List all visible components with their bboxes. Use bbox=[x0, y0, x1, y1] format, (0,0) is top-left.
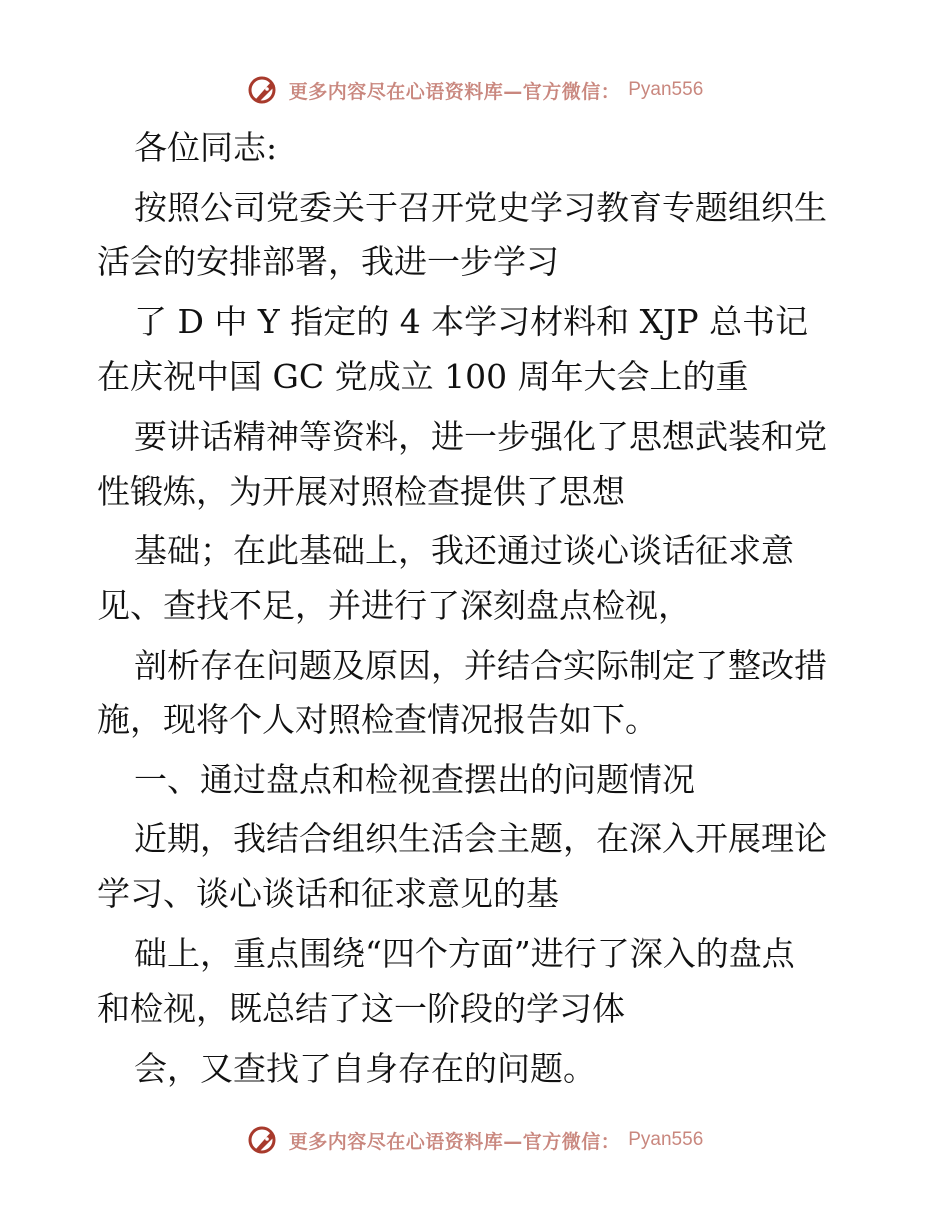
watermark-wechat-id: Pyan556 bbox=[628, 79, 704, 100]
paragraph-line: 近期，我结合组织生活会主题，在深入开展理论 bbox=[134, 819, 827, 858]
watermark-text: 更多内容尽在心语资料库—官方微信： bbox=[288, 1130, 621, 1153]
salutation: 各位同志: bbox=[134, 128, 278, 167]
paragraph-line: 剖析存在问题及原因，并结合实际制定了整改措 bbox=[134, 646, 827, 685]
paragraph-line: 见、查找不足，并进行了深刻盘点检视， bbox=[97, 586, 691, 625]
header-watermark bbox=[0, 70, 950, 110]
pen-nib-circle-icon bbox=[247, 73, 281, 107]
paragraph-line: 施，现将个人对照检查情况报告如下。 bbox=[97, 700, 658, 739]
paragraph-line: 了 D 中 Y 指定的 4 本学习材料和 XJP 总书记 bbox=[134, 302, 809, 341]
paragraph-line: 会，又查找了自身存在的问题。 bbox=[134, 1049, 596, 1088]
paragraph-line: 基础；在此基础上，我还通过谈心谈话征求意 bbox=[134, 531, 794, 570]
paragraph-line: 础上，重点围绕“四个方面”进行了深入的盘点 bbox=[134, 934, 795, 973]
paragraph-line: 活会的安排部署，我进一步学习 bbox=[97, 242, 559, 281]
paragraph-line: 按照公司党委关于召开党史学习教育专题组织生 bbox=[134, 188, 827, 227]
section-heading: 一、通过盘点和检视查摆出的问题情况 bbox=[134, 760, 695, 799]
paragraph-line: 性锻炼，为开展对照检查提供了思想 bbox=[97, 472, 625, 511]
footer-watermark bbox=[0, 1120, 950, 1160]
paragraph-line: 要讲话精神等资料，进一步强化了思想武装和党 bbox=[134, 417, 827, 456]
paragraph-line: 在庆祝中国 GC 党成立 100 周年大会上的重 bbox=[97, 357, 749, 396]
paragraph-line: 和检视，既总结了这一阶段的学习体 bbox=[97, 989, 625, 1028]
watermark-text: 更多内容尽在心语资料库—官方微信： bbox=[288, 80, 621, 103]
pen-nib-circle-icon bbox=[247, 1123, 281, 1157]
paragraph-line: 学习、谈心谈话和征求意见的基 bbox=[97, 874, 559, 913]
watermark-wechat-id: Pyan556 bbox=[628, 1129, 704, 1150]
